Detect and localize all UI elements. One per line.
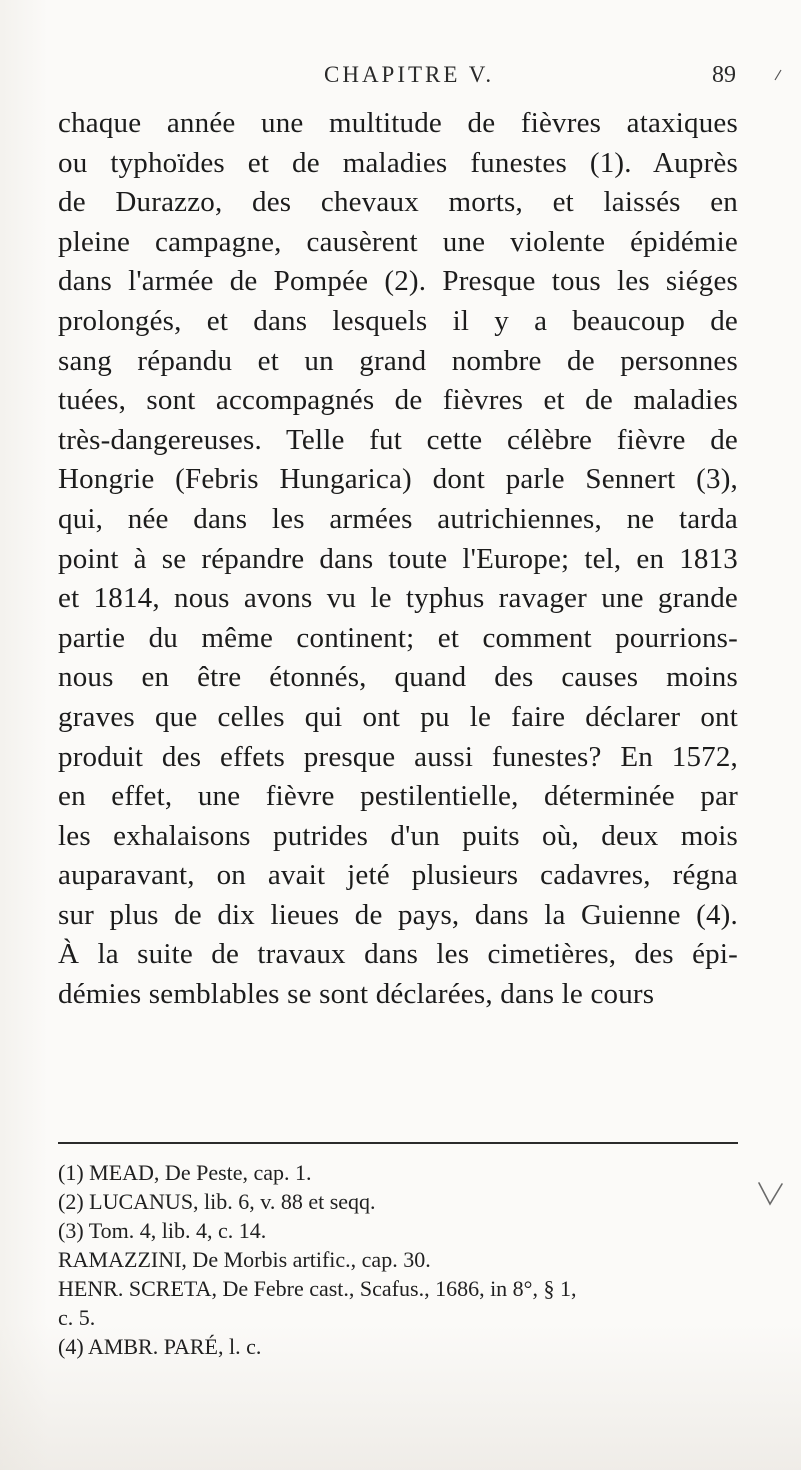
body-line: produit des effets presque aussi funestes? En 1572, xyxy=(58,740,738,773)
body-line: chaque année une multitude de fièvres ataxiques xyxy=(58,107,738,139)
body-line: partie du même continent; et comment pourrions- xyxy=(58,621,738,654)
body-line: qui, née dans les armées autrichiennes, ne tarda xyxy=(58,502,738,535)
body-line: pleine campagne, causèrent une violente épidémie xyxy=(58,225,738,258)
footnote-3: (3) Tom. 4, lib. 4, c. 14. xyxy=(58,1218,267,1243)
ink-speck-mark xyxy=(773,68,783,82)
page-header xyxy=(0,62,801,92)
footnote-3-cont-screta: HENR. SCRETA, De Febre cast., Scafus., 1686, in 8°, § 1, xyxy=(58,1276,577,1301)
footnote-2: (2) LUCANUS, lib. 6, v. 88 et seqq. xyxy=(58,1189,376,1214)
body-line: très-dangereuses. Telle fut cette célèbre fièvre de xyxy=(58,423,738,456)
body-line: démies semblables se sont déclarées, dans le cours xyxy=(58,978,655,1011)
body-line: sang répandu et un grand nombre de personnes xyxy=(58,344,738,377)
body-line-text: Hongrie (Febris Hungarica) dont parle Sennert (3), xyxy=(58,463,738,496)
body-line: point à se répandre dans toute l'Europe; tel, en 1813 xyxy=(58,542,738,575)
body-line: ou typhoïdes et de maladies funestes (1). Auprès xyxy=(58,146,738,179)
body-line: nous en être étonnés, quand des causes moins xyxy=(58,661,738,694)
footnote-separator-rule xyxy=(58,1142,738,1144)
footnote-3-cont-chapter: c. 5. xyxy=(58,1305,96,1330)
page-number: 89 xyxy=(712,62,736,88)
footnote-1: (1) MEAD, De Peste, cap. 1. xyxy=(58,1160,312,1185)
footnotes xyxy=(58,1158,738,1361)
footnote-3-cont-ramazzini: RAMAZZINI, De Morbis artific., cap. 30. xyxy=(58,1247,431,1272)
body-line: graves que celles qui ont pu le faire déclarer ont xyxy=(58,700,738,733)
body-line: auparavant, on avait jeté plusieurs cadavres, régna xyxy=(58,859,738,892)
body-line: les exhalaisons putrides d'un puits où, deux mois xyxy=(58,819,738,852)
body-text xyxy=(58,104,738,1015)
body-line: dans l'armée de Pompée (2). Presque tous les siéges xyxy=(58,265,738,298)
running-head: CHAPITRE V. xyxy=(324,62,495,87)
footnote-4: (4) AMBR. PARÉ, l. c. xyxy=(58,1334,262,1359)
body-line: et 1814, nous avons vu le typhus ravager une grande xyxy=(58,582,738,615)
body-line: prolongés, et dans lesquels il y a beaucoup de xyxy=(58,304,738,337)
body-line-hongrie xyxy=(58,460,738,500)
body-line: sur plus de dix lieues de pays, dans la Guienne (4). xyxy=(58,898,738,931)
body-line: en effet, une fièvre pestilentielle, déterminée par xyxy=(58,780,738,813)
body-line: de Durazzo, des chevaux morts, et laissés en xyxy=(58,186,738,219)
body-line: À la suite de travaux dans les cimetières, des épi- xyxy=(58,938,738,971)
pencil-check-mark xyxy=(756,1180,784,1208)
body-line: tuées, sont accompagnés de fièvres et de maladies xyxy=(58,384,738,417)
